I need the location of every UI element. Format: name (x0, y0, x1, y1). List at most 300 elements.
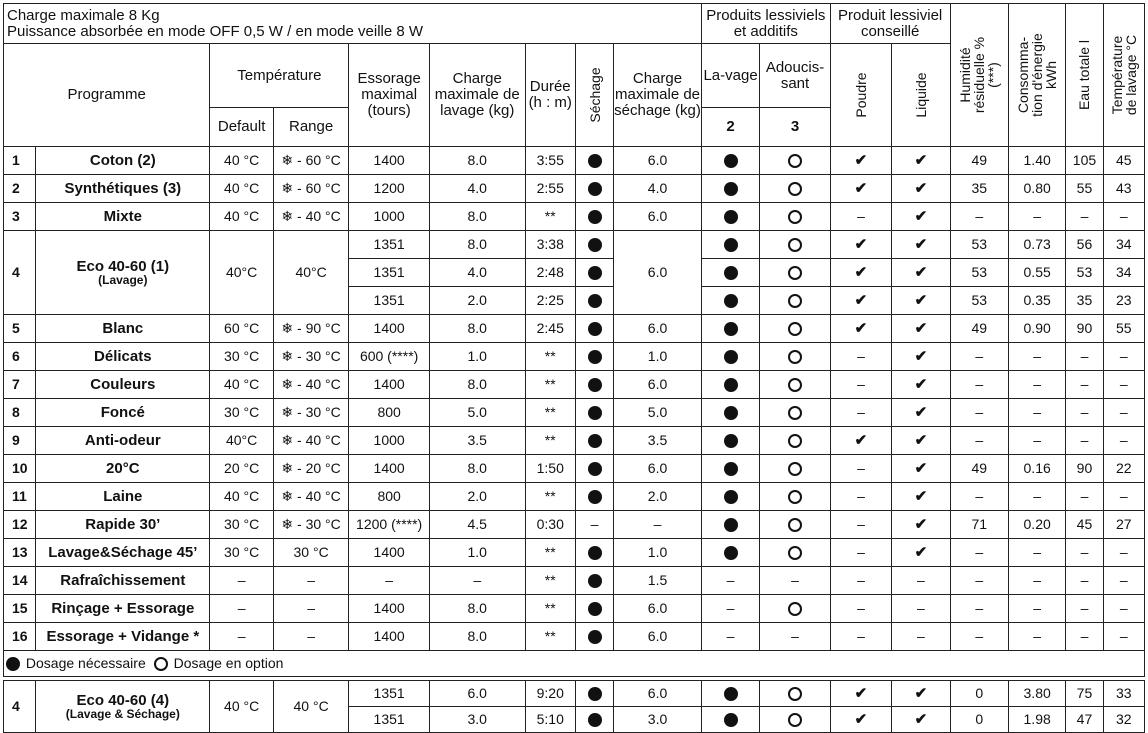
powder-value: – (857, 572, 865, 588)
liquid (892, 681, 950, 707)
max-wash-load: 2.0 (429, 483, 525, 511)
program-name: Anti-odeur (36, 427, 210, 455)
dosage-required-icon (724, 687, 738, 701)
energy: – (1008, 483, 1065, 511)
max-spin: 1200 (****) (349, 511, 430, 539)
temp-range (273, 455, 349, 483)
detergent-wash (701, 147, 759, 175)
wash-temp: 45 (1103, 147, 1144, 175)
max-spin: 800 (349, 483, 430, 511)
check-icon: ✔ (914, 544, 928, 561)
detergent-wash (701, 259, 759, 287)
energy: 0.16 (1008, 455, 1065, 483)
program-number: 16 (4, 623, 36, 651)
liquid (892, 231, 950, 259)
duration: 2:55 (525, 175, 575, 203)
max-spin: 800 (349, 399, 430, 427)
residual-humidity: 49 (950, 315, 1008, 343)
dosage-required-icon (588, 406, 602, 420)
liquid (892, 539, 950, 567)
liquid (892, 511, 950, 539)
table-row (4, 203, 1145, 231)
energy: 3.80 (1008, 681, 1065, 707)
max-spin: 1200 (349, 175, 430, 203)
program-name: Laine (36, 483, 210, 511)
table-row (4, 315, 1145, 343)
softener (760, 511, 830, 539)
softener (760, 175, 830, 203)
water: 105 (1066, 147, 1103, 175)
drying (575, 595, 613, 623)
temp-range: 40 °C (273, 681, 349, 733)
wash-temp: 27 (1103, 511, 1144, 539)
program-name: Coton (2) (36, 147, 210, 175)
drying (575, 511, 613, 539)
residual-humidity: 35 (950, 175, 1008, 203)
table-row (4, 399, 1145, 427)
water: 90 (1066, 315, 1103, 343)
max-spin: 1400 (349, 147, 430, 175)
dosage-optional-icon (788, 350, 802, 364)
energy: – (1008, 427, 1065, 455)
dosage-required-icon (724, 266, 738, 280)
powder-value: – (857, 488, 865, 504)
water: – (1066, 203, 1103, 231)
powder (830, 259, 891, 287)
max-wash-load: – (429, 567, 525, 595)
dosage-required-icon (724, 350, 738, 364)
energy: 0.20 (1008, 511, 1065, 539)
header-sechage: Séchage (575, 44, 613, 147)
water: – (1066, 371, 1103, 399)
legend (4, 651, 1145, 677)
max-dry-load: 6.0 (614, 147, 702, 175)
softener (760, 287, 830, 315)
header-essorage: Essorage maximal (tours) (349, 44, 430, 147)
liquid (892, 315, 950, 343)
max-dry-load: 2.0 (614, 483, 702, 511)
max-dry-load: 5.0 (614, 399, 702, 427)
dosage-optional-icon (788, 294, 802, 308)
wash-value: – (726, 628, 735, 644)
drying (575, 175, 613, 203)
drying (575, 287, 613, 315)
temp-range (273, 623, 349, 651)
table-row (4, 147, 1145, 175)
dosage-required-icon (724, 406, 738, 420)
softener (760, 231, 830, 259)
program-number: 2 (4, 175, 36, 203)
header-conseille: Produit lessiviel conseillé (830, 4, 950, 44)
max-wash-load: 8.0 (429, 623, 525, 651)
duration: 5:10 (525, 707, 575, 733)
detergent-wash (701, 399, 759, 427)
water: 45 (1066, 511, 1103, 539)
max-spin: 600 (****) (349, 343, 430, 371)
powder-value: – (857, 460, 865, 476)
header-consommation: Consomma-tion d'énergie kWh (1008, 4, 1065, 147)
liquid (892, 287, 950, 315)
drying (575, 623, 613, 651)
wash-temp: – (1103, 539, 1144, 567)
residual-humidity: 0 (950, 707, 1008, 733)
temp-range (273, 343, 349, 371)
max-wash-load: 8.0 (429, 203, 525, 231)
powder (830, 231, 891, 259)
residual-humidity: – (950, 539, 1008, 567)
check-icon: ✔ (914, 208, 928, 225)
softener (760, 681, 830, 707)
dosage-required-icon (724, 210, 738, 224)
temp-default: 40 °C (210, 681, 273, 733)
header-poudre: Poudre (830, 44, 891, 147)
program-name: Rapide 30’ (36, 511, 210, 539)
max-wash-load: 8.0 (429, 595, 525, 623)
program-number: 4 (4, 231, 36, 315)
dosage-required-icon (724, 546, 738, 560)
program-cell (36, 681, 210, 733)
temp-range-value: ❄ - 40 °C (281, 376, 341, 392)
max-dry-load: 1.0 (614, 343, 702, 371)
program-name: Mixte (36, 203, 210, 231)
program-name: Lavage&Séchage 45’ (36, 539, 210, 567)
liquid (892, 483, 950, 511)
temp-default: 40 °C (210, 371, 273, 399)
water: – (1066, 539, 1103, 567)
program-name: Blanc (36, 315, 210, 343)
softener (760, 483, 830, 511)
softener (760, 343, 830, 371)
check-icon: ✔ (854, 320, 868, 337)
table-row (4, 539, 1145, 567)
temp-range-value: ❄ - 60 °C (281, 152, 341, 168)
water: – (1066, 567, 1103, 595)
dosage-optional-icon (788, 462, 802, 476)
temp-range-value: ❄ - 40 °C (281, 432, 341, 448)
liquid (892, 147, 950, 175)
powder (830, 427, 891, 455)
temp-range-value: ❄ - 90 °C (281, 320, 341, 336)
temp-range-value: 30 °C (293, 544, 329, 560)
detergent-wash (701, 175, 759, 203)
liquid (892, 707, 950, 733)
softener (760, 203, 830, 231)
header-produits: Produits lessiviels et additifs (701, 4, 830, 44)
max-spin: 1351 (349, 681, 430, 707)
energy: 0.55 (1008, 259, 1065, 287)
dosage-required-icon (588, 210, 602, 224)
water: – (1066, 399, 1103, 427)
max-spin: 1400 (349, 315, 430, 343)
max-dry-load: 6.0 (614, 371, 702, 399)
program-number: 11 (4, 483, 36, 511)
check-icon: ✔ (914, 180, 928, 197)
max-wash-load: 8.0 (429, 231, 525, 259)
program-name: Rafraîchissement (36, 567, 210, 595)
powder (830, 595, 891, 623)
water: – (1066, 623, 1103, 651)
program-name: Essorage + Vidange * (36, 623, 210, 651)
max-wash-load: 1.0 (429, 539, 525, 567)
table-row (4, 483, 1145, 511)
dosage-optional-icon (788, 490, 802, 504)
program-name: 20°C (36, 455, 210, 483)
max-wash-load: 4.5 (429, 511, 525, 539)
dosage-optional-icon (788, 687, 802, 701)
powder (830, 315, 891, 343)
liquid (892, 343, 950, 371)
temp-range (273, 203, 349, 231)
wash-temp: 34 (1103, 231, 1144, 259)
duration: ** (525, 399, 575, 427)
max-spin: 1000 (349, 427, 430, 455)
duration: ** (525, 371, 575, 399)
drying (575, 147, 613, 175)
temp-default: – (210, 623, 273, 651)
dosage-required-icon (588, 574, 602, 588)
power-title: Puissance absorbée en mode OFF 0,5 W / en mode veille 8 W (7, 22, 424, 40)
softener (760, 371, 830, 399)
program-name: Délicats (36, 343, 210, 371)
header-liquide: Liquide (892, 44, 950, 147)
energy: 0.90 (1008, 315, 1065, 343)
duration: 1:50 (525, 455, 575, 483)
max-wash-load: 2.0 (429, 287, 525, 315)
duration: 3:38 (525, 231, 575, 259)
wash-temp: – (1103, 483, 1144, 511)
header-temp-default: Default (210, 108, 273, 147)
softener (760, 399, 830, 427)
check-icon: ✔ (914, 711, 928, 728)
powder (830, 707, 891, 733)
legend-required-label: Dosage nécessaire (25, 654, 146, 671)
program-name: Couleurs (36, 371, 210, 399)
liquid (892, 427, 950, 455)
drying (575, 315, 613, 343)
check-icon: ✔ (854, 180, 868, 197)
energy: 1.40 (1008, 147, 1065, 175)
header-temperature: Température (210, 44, 349, 108)
water: 90 (1066, 455, 1103, 483)
liquid (892, 595, 950, 623)
max-dry-load: – (614, 511, 702, 539)
dosage-optional-icon (788, 602, 802, 616)
water: 75 (1066, 681, 1103, 707)
duration: ** (525, 203, 575, 231)
temp-default: 20 °C (210, 455, 273, 483)
max-load-title: Charge maximale 8 Kg (7, 6, 160, 24)
drying (575, 681, 613, 707)
temp-range: 40°C (273, 231, 349, 315)
powder-value: – (857, 376, 865, 392)
dosage-required-icon (6, 657, 20, 671)
table-row (4, 175, 1145, 203)
water: – (1066, 483, 1103, 511)
dosage-required-icon (724, 294, 738, 308)
powder (830, 623, 891, 651)
detergent-wash (701, 681, 759, 707)
program-number: 7 (4, 371, 36, 399)
drying (575, 707, 613, 733)
dosage-required-icon (724, 182, 738, 196)
dosage-required-icon (588, 378, 602, 392)
duration: ** (525, 539, 575, 567)
residual-humidity: 71 (950, 511, 1008, 539)
check-icon: ✔ (854, 711, 868, 728)
energy: 0.73 (1008, 231, 1065, 259)
temp-range-value: – (307, 628, 315, 644)
residual-humidity: – (950, 399, 1008, 427)
temp-range (273, 315, 349, 343)
water: 35 (1066, 287, 1103, 315)
dosage-required-icon (588, 434, 602, 448)
program-number: 3 (4, 203, 36, 231)
temp-range-value: ❄ - 30 °C (281, 348, 341, 364)
dosage-required-icon (724, 462, 738, 476)
max-spin: 1400 (349, 455, 430, 483)
wash-temp: 33 (1103, 681, 1144, 707)
detergent-wash (701, 707, 759, 733)
program-number: 1 (4, 147, 36, 175)
program-number: 5 (4, 315, 36, 343)
powder (830, 539, 891, 567)
drying (575, 455, 613, 483)
detergent-wash (701, 287, 759, 315)
detergent-wash (701, 455, 759, 483)
drying (575, 567, 613, 595)
dosage-optional-icon (788, 322, 802, 336)
temp-range (273, 483, 349, 511)
temp-range (273, 567, 349, 595)
header-charge-lavage: Charge maximale de lavage (kg) (429, 44, 525, 147)
max-dry-load: 4.0 (614, 175, 702, 203)
dosage-required-icon (588, 630, 602, 644)
softener-value: – (791, 628, 799, 644)
check-icon: ✔ (854, 152, 868, 169)
softener (760, 147, 830, 175)
check-icon: ✔ (854, 685, 868, 702)
residual-humidity: – (950, 427, 1008, 455)
powder (830, 483, 891, 511)
detergent-wash (701, 567, 759, 595)
dosage-required-icon (724, 434, 738, 448)
dosage-required-icon (588, 602, 602, 616)
detergent-wash (701, 427, 759, 455)
check-icon: ✔ (914, 488, 928, 505)
temp-range (273, 595, 349, 623)
dosage-required-icon (588, 266, 602, 280)
header-duree: Durée (h : m) (525, 44, 575, 147)
max-wash-load: 3.0 (429, 707, 525, 733)
temp-default: 40 °C (210, 483, 273, 511)
energy: – (1008, 595, 1065, 623)
program-number: 4 (4, 681, 36, 733)
program-name: Rinçage + Essorage (36, 595, 210, 623)
temp-default: – (210, 567, 273, 595)
dosage-required-icon (588, 490, 602, 504)
programme-table (3, 3, 1145, 733)
powder-value: – (857, 544, 865, 560)
check-icon: ✔ (854, 236, 868, 253)
check-icon: ✔ (914, 460, 928, 477)
water: – (1066, 595, 1103, 623)
detergent-wash (701, 623, 759, 651)
temp-range-value: ❄ - 30 °C (281, 404, 341, 420)
water: – (1066, 343, 1103, 371)
dosage-required-icon (588, 322, 602, 336)
powder-value: – (857, 404, 865, 420)
softener (760, 259, 830, 287)
duration: 2:45 (525, 315, 575, 343)
detergent-wash (701, 483, 759, 511)
legend-optional-label: Dosage en option (173, 654, 284, 671)
temp-range (273, 147, 349, 175)
softener (760, 455, 830, 483)
dosage-required-icon (724, 378, 738, 392)
check-icon: ✔ (914, 236, 928, 253)
dosage-optional-icon (788, 434, 802, 448)
max-dry-load: 3.0 (614, 707, 702, 733)
powder (830, 511, 891, 539)
max-dry-load: 3.5 (614, 427, 702, 455)
dosage-optional-icon (788, 154, 802, 168)
powder (830, 567, 891, 595)
wash-temp: – (1103, 427, 1144, 455)
powder (830, 371, 891, 399)
max-spin: 1400 (349, 539, 430, 567)
dosage-required-icon (588, 350, 602, 364)
dosage-required-icon (588, 687, 602, 701)
check-icon: ✔ (854, 292, 868, 309)
check-icon: ✔ (914, 264, 928, 281)
max-dry-load: 6.0 (614, 623, 702, 651)
max-dry-load: 6.0 (614, 203, 702, 231)
temp-default: 40°C (210, 231, 273, 315)
drying (575, 427, 613, 455)
dosage-optional-icon (788, 182, 802, 196)
temp-default: 40 °C (210, 175, 273, 203)
dosage-optional-icon (788, 378, 802, 392)
table-row (4, 511, 1145, 539)
energy: 0.80 (1008, 175, 1065, 203)
check-icon: ✔ (914, 348, 928, 365)
max-wash-load: 1.0 (429, 343, 525, 371)
softener (760, 427, 830, 455)
max-spin: 1400 (349, 371, 430, 399)
wash-temp: – (1103, 567, 1144, 595)
dosage-required-icon (724, 238, 738, 252)
residual-humidity: – (950, 567, 1008, 595)
softener-value: – (791, 572, 799, 588)
residual-humidity: 53 (950, 287, 1008, 315)
header-eau: Eau totale l (1066, 4, 1103, 147)
dosage-required-icon (588, 154, 602, 168)
temp-default: 30 °C (210, 343, 273, 371)
energy: 0.35 (1008, 287, 1065, 315)
temp-default: 30 °C (210, 539, 273, 567)
residual-humidity: – (950, 343, 1008, 371)
max-spin: 1400 (349, 595, 430, 623)
dosage-optional-icon (154, 657, 168, 671)
powder (830, 681, 891, 707)
header-col-3: 3 (760, 108, 830, 147)
detergent-wash (701, 539, 759, 567)
softener (760, 315, 830, 343)
duration: 2:25 (525, 287, 575, 315)
residual-humidity: 53 (950, 231, 1008, 259)
detergent-wash (701, 371, 759, 399)
temp-range (273, 539, 349, 567)
